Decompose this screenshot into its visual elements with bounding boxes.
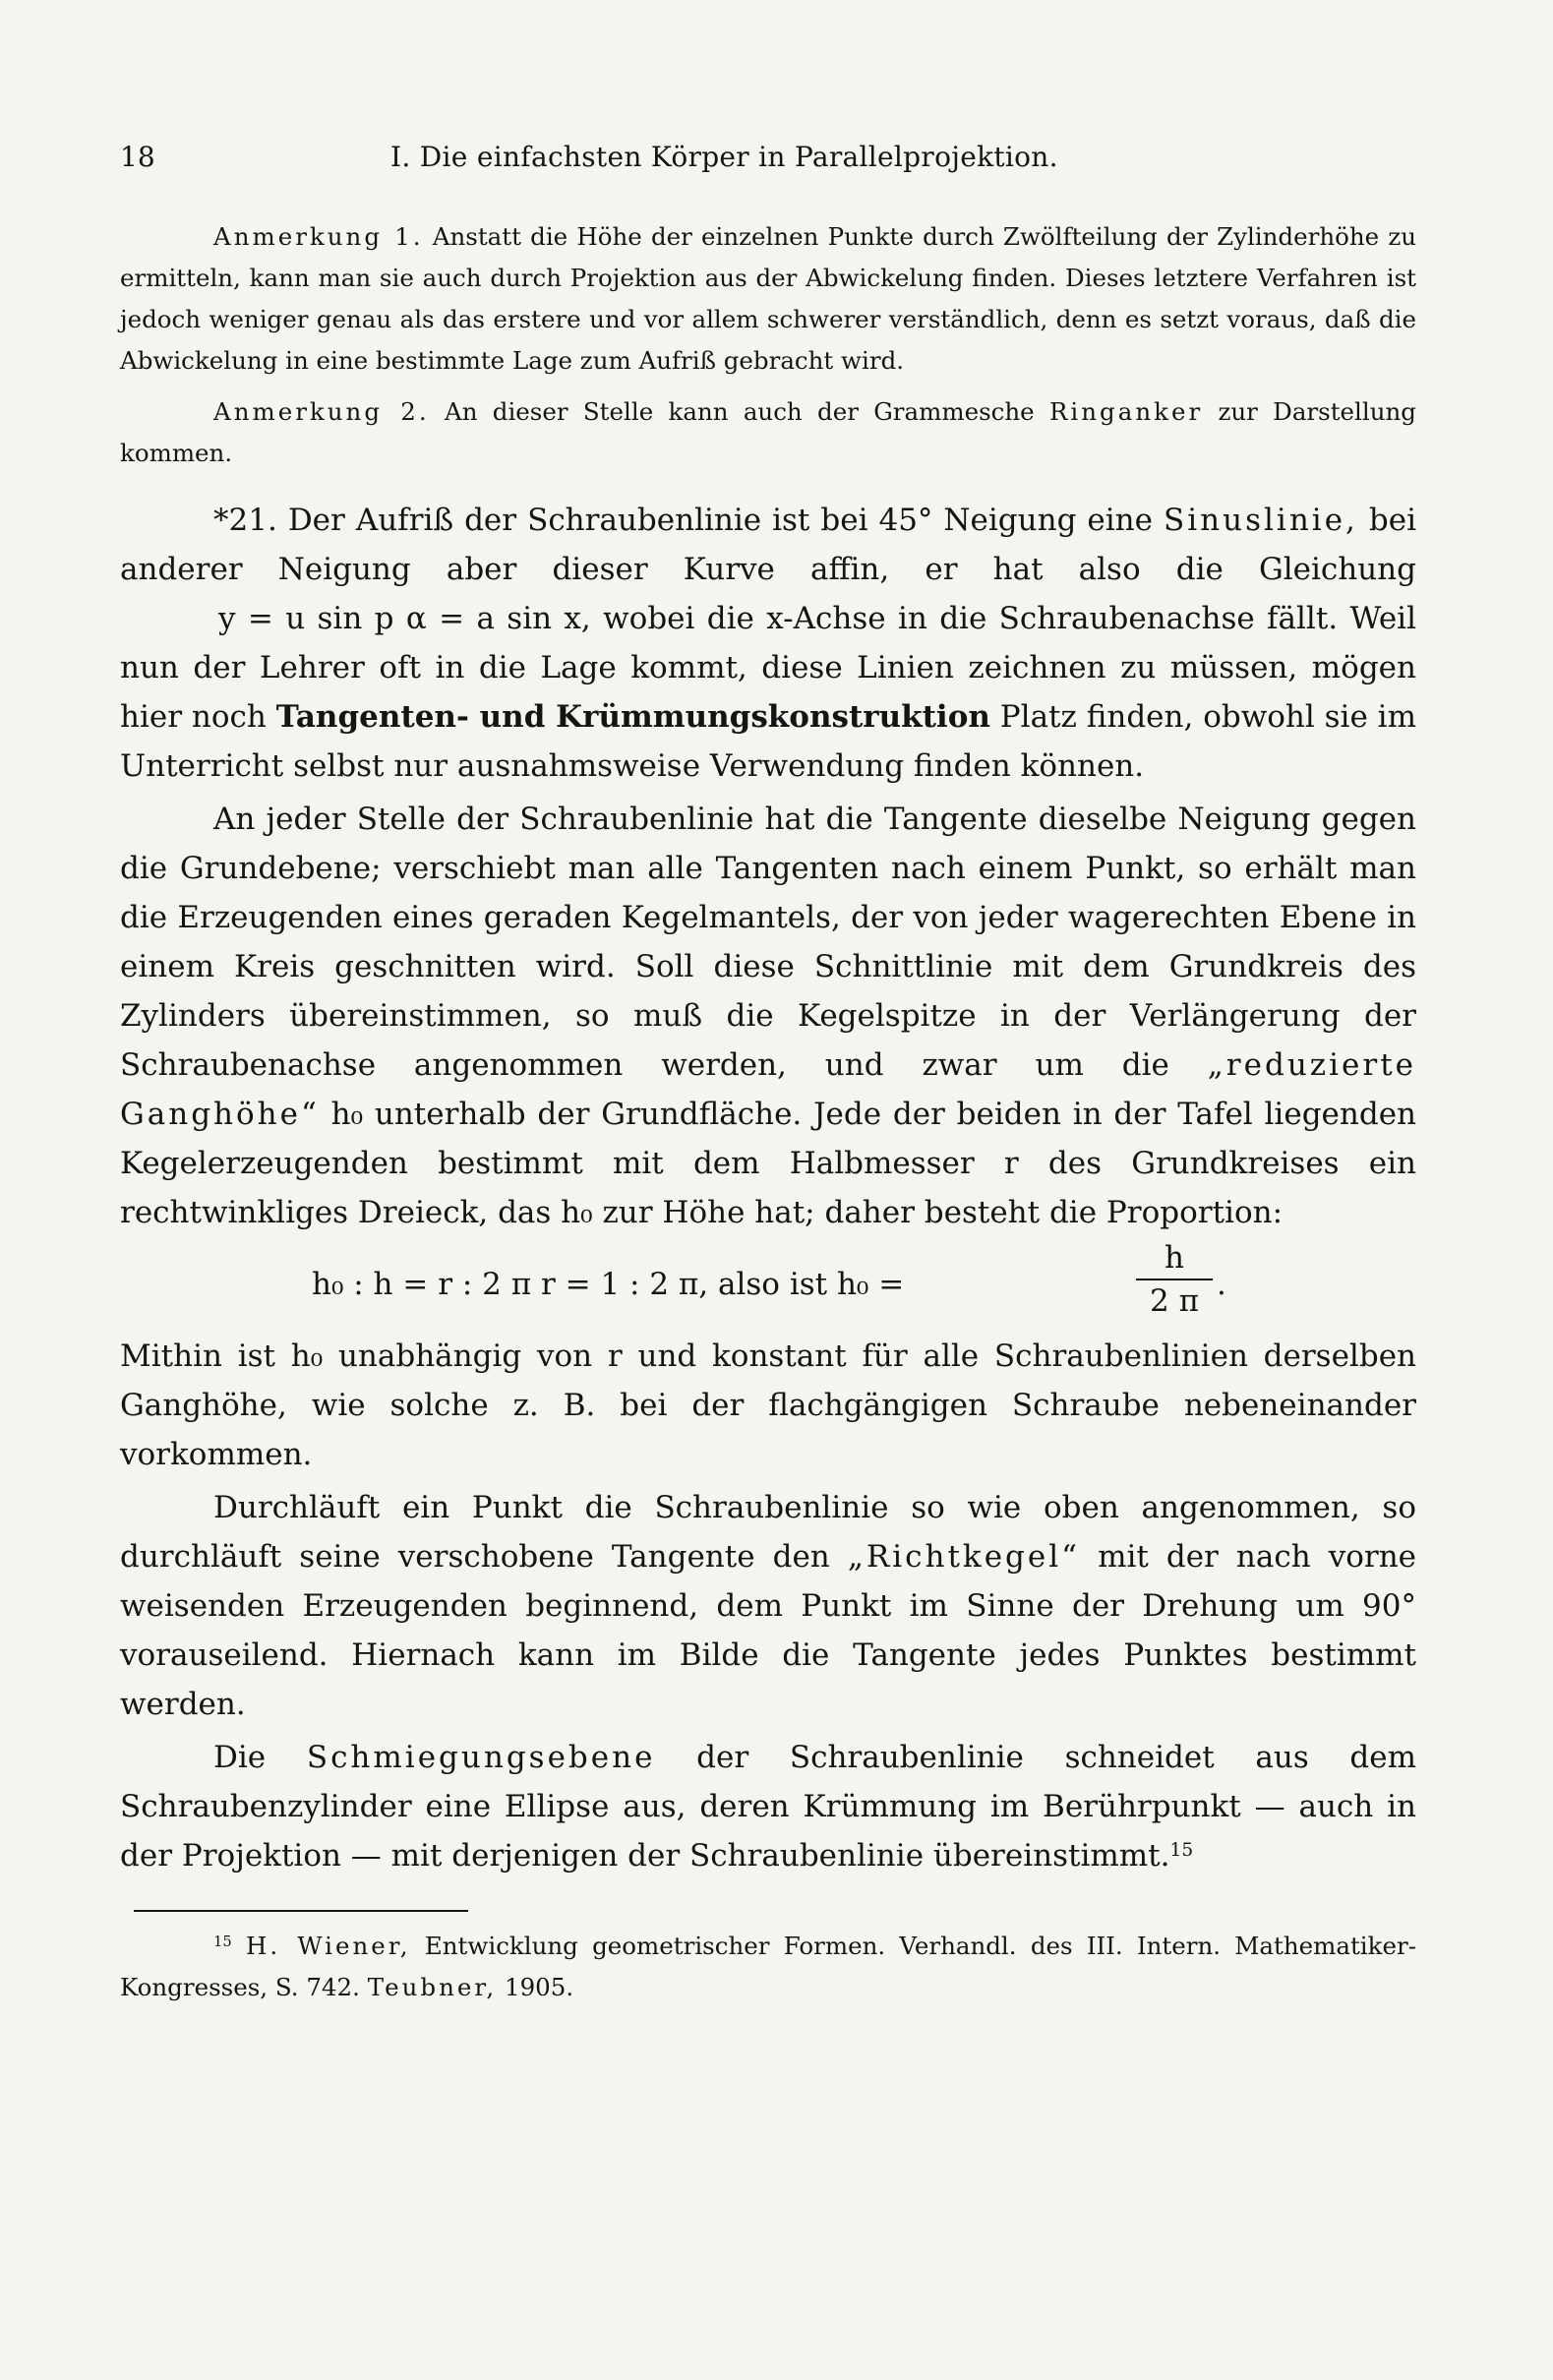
remark-1-text: Anstatt die Höhe der einzelnen Punkte durch Zwölfteilung der Zylinderhöhe zu ermitteln, kann man sie auch durch Projektion aus der Abwickelung finden. Dieses letztere Verfahren ist jedoch weniger genau als das erstere und vor allem schwerer verständlich, denn es setzt voraus, daß die Abwickelung in eine bestimmte Lage zum Aufriß gebracht wird. (120, 222, 1417, 375)
tangent-paragraph (120, 795, 1416, 1237)
remark-2 (120, 391, 1416, 474)
remark-2-text-before: An dieser Stelle kann auch der Grammesche (445, 397, 1035, 426)
proportion-formula (312, 1237, 1416, 1332)
h0-symbol: h₀ (561, 1195, 593, 1230)
osculating-plane-paragraph (120, 1733, 1416, 1880)
reduced-pitch-term: „reduzierte Ganghöhe“ (120, 1047, 1416, 1132)
footnote-author: H. Wiener, (245, 1932, 411, 1960)
tangent-paragraph-text-c: zur Höhe hat; daher besteht die Proportion: (602, 1195, 1284, 1230)
formula-period: . (1217, 1267, 1226, 1302)
footnote-text-b: 1905. (505, 1973, 574, 2001)
constancy-text-b: unabhängig von r und konstant für alle Schraubenlinien derselben Ganghöhe, wie solche z. B. bei der flachgängigen Schraube nebeneinander vorkommen. (120, 1339, 1417, 1472)
proportion-formula-lhs: h₀ : h = r : 2 π r = 1 : 2 π, also ist h₀ = (312, 1267, 905, 1302)
remark-2-text-after: zur Darstellung kommen. (120, 397, 1416, 467)
body-text (120, 216, 1416, 2008)
direction-cone-term: „Richtkegel“ (847, 1539, 1081, 1575)
tangent-paragraph-text-a: An jeder Stelle der Schraubenlinie hat die Tangente dieselbe Neigung gegen die Grundebene; verschiebt man alle Tangenten nach einem Punkt, so erhält man die Erzeugenden eines geraden Kegelmantels, der von jeder wagerechten Ebene in einem Kreis geschnitten wird. Soll diese Schnittlinie mit dem Grundkreis des Zylinders übereinstimmen, so muß die Kegelspitze in der Verlängerung der Schraubenachse angenommen werden, und zwar um die (120, 802, 1416, 1083)
remark-1-label: Anmerkung 1. (213, 222, 424, 251)
section-21-text-d: Platz finden, obwohl sie im Unterricht selbst nur ausnahmsweise Verwendung finden können. (120, 699, 1416, 784)
section-21-text-c: wobei die x-Achse in die Schraubenachse fällt. Weil nun der Lehrer oft in die Lage kommt, diese Linien zeichnen zu müssen, mögen hier noch (120, 601, 1417, 735)
tangent-paragraph-text-b: unterhalb der Grundfläche. Jede der beiden in der Tafel liegenden Kegelerzeugenden bestimmt mit dem Halbmesser r des Grundkreises ein rechtwinkliges Dreieck, das (120, 1097, 1417, 1230)
constancy-paragraph (120, 1332, 1416, 1479)
direction-cone-paragraph (120, 1483, 1416, 1729)
section-21-text-a: Der Aufriß der Schraubenlinie ist bei 45° Neigung eine (287, 503, 1153, 538)
section-21-text-b: bei anderer Neigung aber dieser Kurve affin, er hat also die Gleichung (120, 503, 1417, 587)
osculating-text-a: Die (213, 1740, 267, 1775)
remark-1 (120, 216, 1416, 382)
footnote-publisher: Teubner, (367, 1973, 498, 2001)
footnote-marker: 15 (213, 1933, 232, 1950)
remark-2-emphasis: Ringanker (1048, 397, 1204, 426)
footnote-text-a: Entwicklung geometrischer Formen. Verhandl. des III. Intern. Mathematiker-Kongresses, S. 742. (120, 1932, 1416, 2001)
sine-equation: y = u sin p α = a sin x, (218, 601, 591, 636)
osculating-plane-term: Schmiegungsebene (306, 1740, 656, 1775)
footnote (120, 1926, 1416, 2008)
page-header (120, 138, 1408, 177)
fraction (1136, 1237, 1213, 1322)
footnote-rule (134, 1910, 468, 1912)
tangent-construction-term: Tangenten- und Krümmungskonstruktion (275, 699, 990, 735)
section-21 (120, 496, 1416, 791)
running-title: I. Die einfachsten Körper in Parallelprojektion. (390, 141, 1058, 173)
direction-cone-text-b: mit der nach vorne weisenden Erzeugenden beginnend, dem Punkt im Sinne der Drehung um 90° vorauseilend. Hiernach kann im Bilde die Tangente jedes Punktes bestimmt werden. (120, 1539, 1417, 1722)
page-number: 18 (120, 141, 155, 173)
constancy-text-a: Mithin ist (120, 1339, 276, 1374)
osculating-text-b: der Schraubenlinie schneidet aus dem Schraubenzylinder eine Ellipse aus, deren Krümmung im Berührpunkt — auch in der Projektion — mit derjenigen der Schraubenlinie übereinstimmt. (120, 1740, 1417, 1874)
section-21-sinus: Sinuslinie, (1164, 503, 1358, 538)
section-number: *21. (213, 503, 277, 538)
h0-symbol: h₀ (330, 1097, 364, 1132)
fraction-numerator: h (1136, 1237, 1213, 1280)
h0-symbol: h₀ (290, 1339, 324, 1374)
direction-cone-text-a: Durchläuft ein Punkt die Schraubenlinie so wie oben angenommen, so durchläuft seine verschobene Tangente den (120, 1490, 1416, 1575)
remark-2-label: Anmerkung 2. (213, 397, 430, 426)
footnote-reference: 15 (1169, 1839, 1194, 1861)
fraction-denominator: 2 π (1150, 1283, 1199, 1319)
